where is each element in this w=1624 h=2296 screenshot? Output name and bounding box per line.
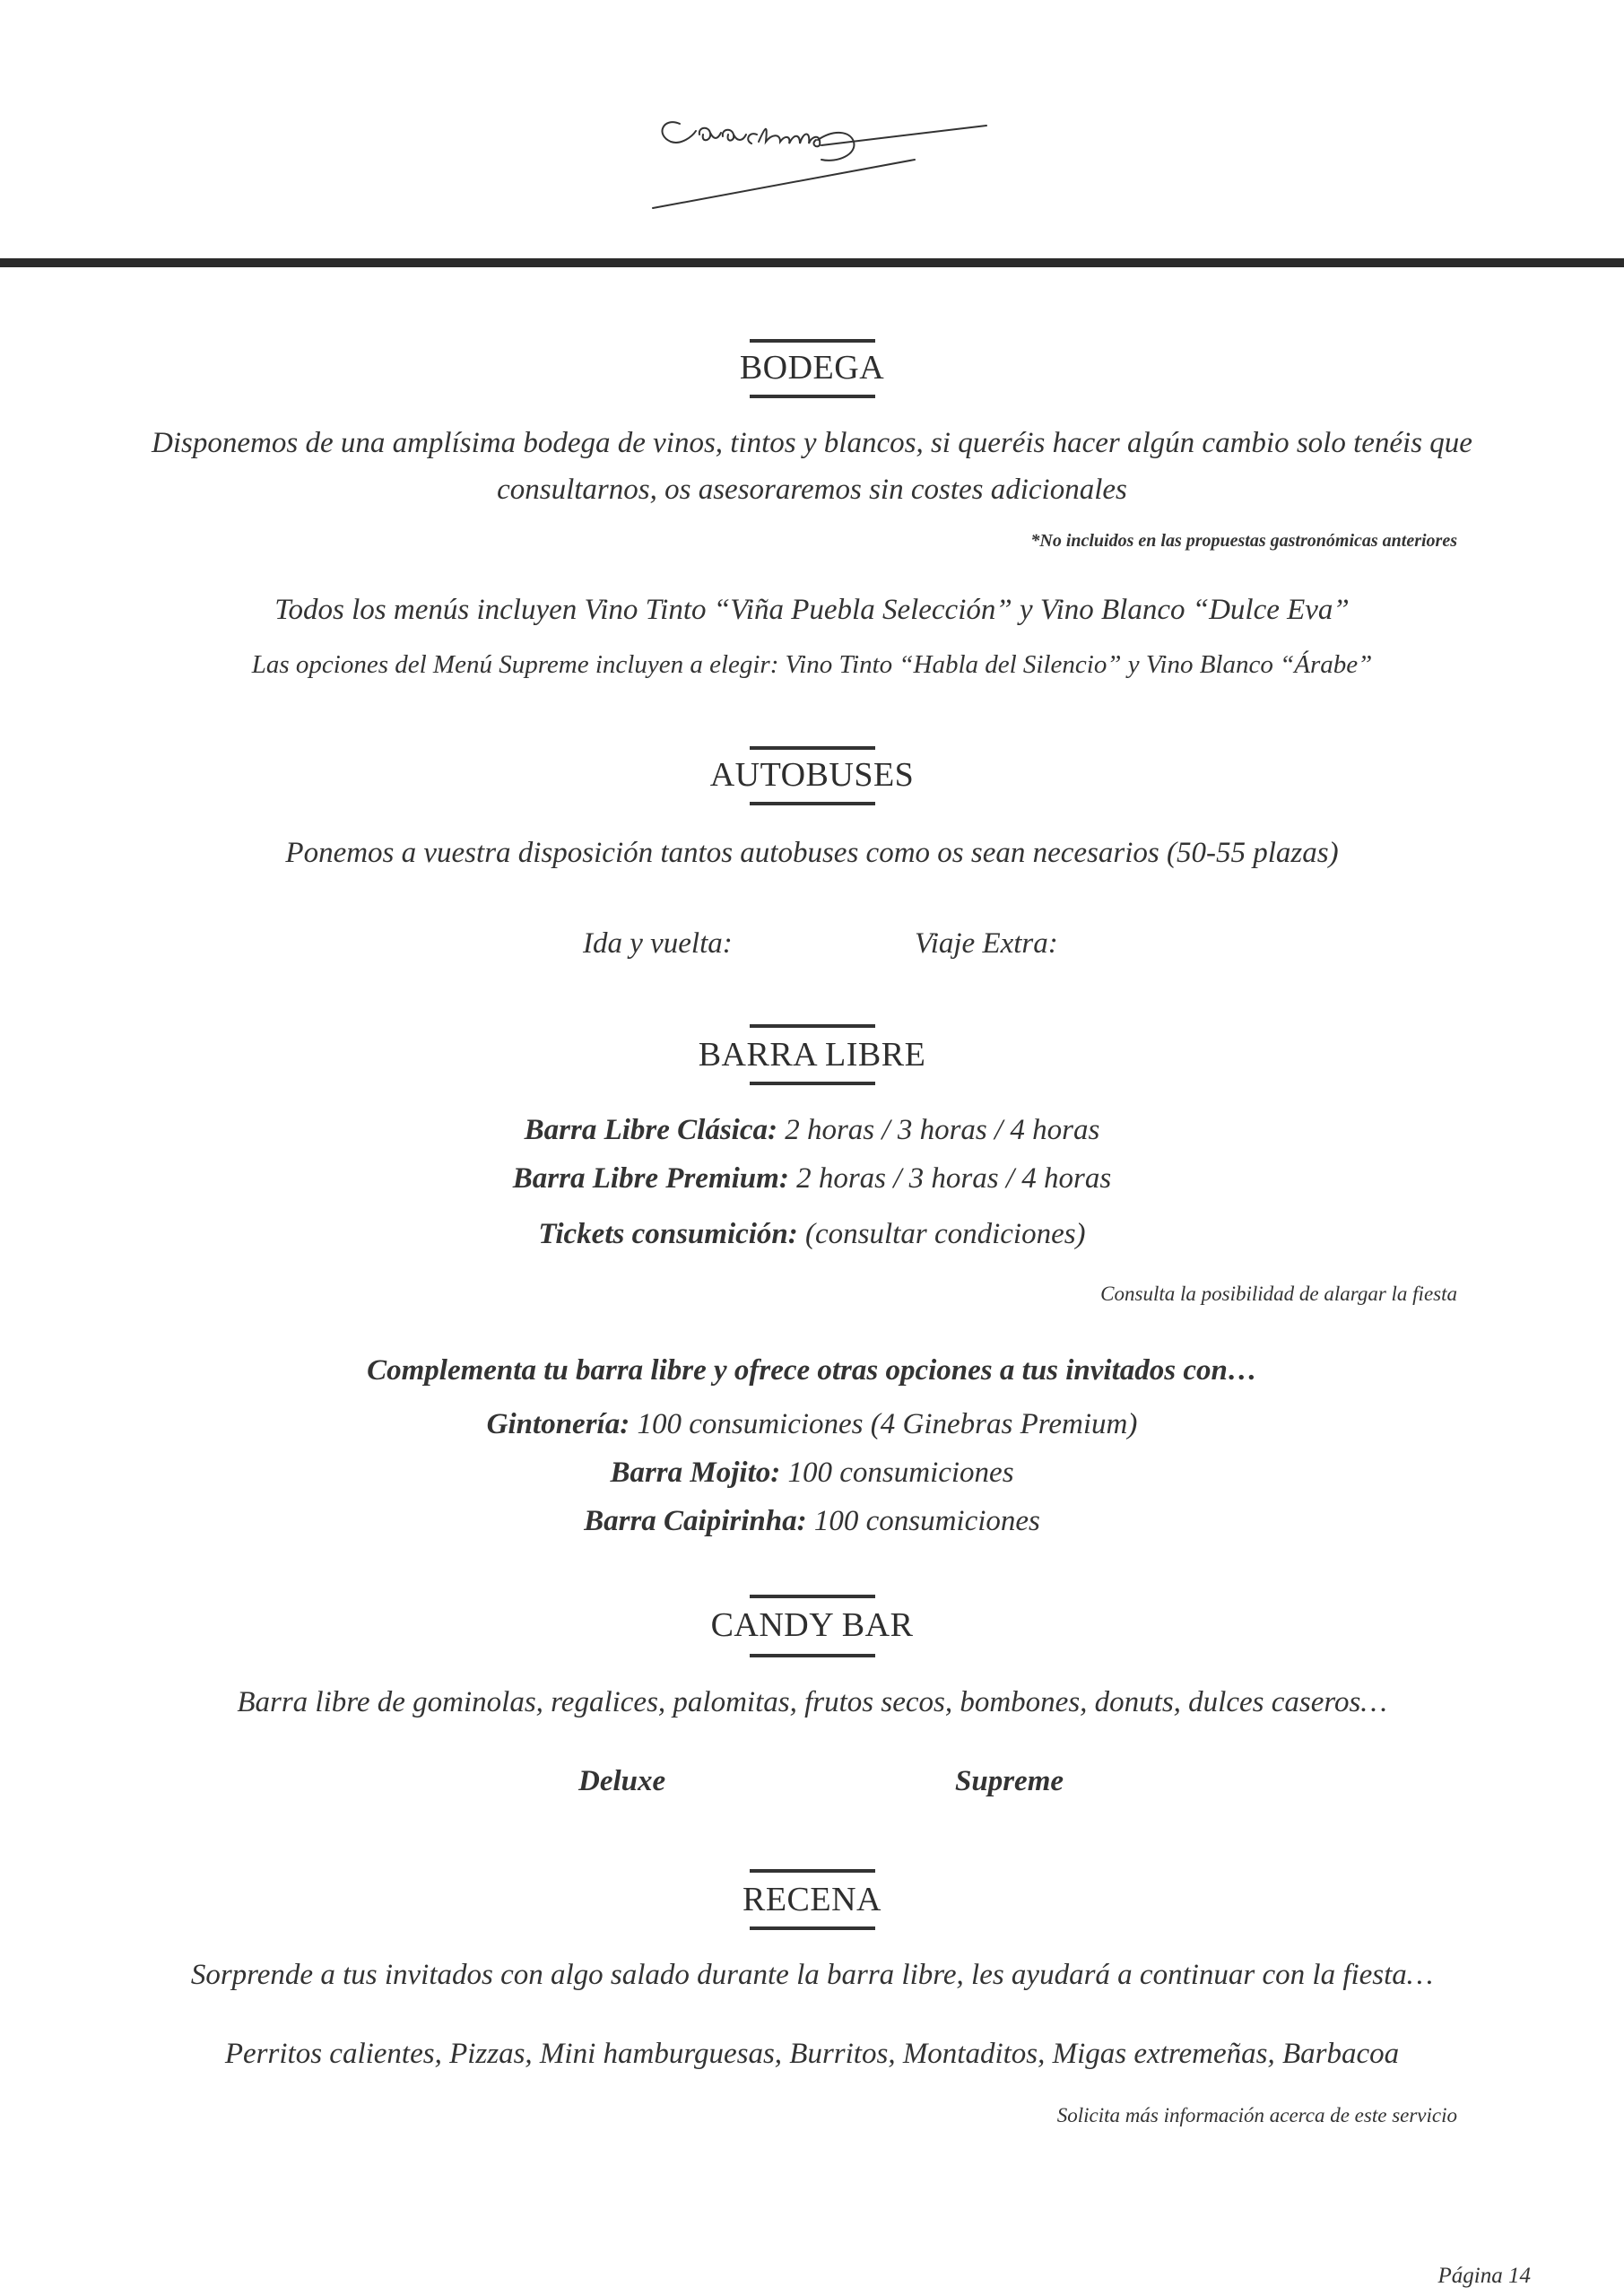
bodega-line-1: Disponemos de una amplísima bodega de vinos, tintos y blancos, si queréis hacer algún cambio solo tenéis que	[152, 427, 1472, 459]
candy-line: Barra libre de gominolas, regalices, palomitas, frutos secos, bombones, donuts, dulces caseros…	[237, 1686, 1387, 1718]
barra-item-value: (consultar condiciones)	[797, 1218, 1086, 1250]
bodega-rule-bottom	[750, 395, 875, 398]
barra-extra-value: 100 consumiciones	[806, 1505, 1040, 1537]
bodega-note: *No incluidos en las propuestas gastronómicas anteriores	[1030, 531, 1457, 551]
recena-line-1: Sorprende a tus invitados con algo salado durante la barra libre, les ayudará a continuar con la fiesta…	[190, 1959, 1434, 1991]
autobuses-extra: Viaje Extra:	[915, 927, 1058, 960]
candy-rule-top	[750, 1595, 875, 1598]
candy-deluxe: Deluxe	[578, 1765, 666, 1797]
autobuses-ida: Ida y vuelta:	[583, 927, 733, 960]
candy-supreme: Supreme	[955, 1765, 1064, 1797]
bodega-title: BODEGA	[739, 349, 885, 387]
barra-rule-bottom	[750, 1082, 875, 1085]
recena-rule-bottom	[750, 1926, 875, 1930]
barra-item-label: Barra Libre Premium:	[512, 1162, 789, 1195]
barra-extra-value: 100 consumiciones (4 Ginebras Premium)	[630, 1408, 1138, 1440]
bodega-menus: Todos los menús incluyen Vino Tinto “Viña Puebla Selección” y Vino Blanco “Dulce Eva”	[274, 594, 1350, 626]
autobuses-title: AUTOBUSES	[709, 756, 915, 794]
barra-item-value: 2 horas / 3 horas / 4 horas	[777, 1114, 1100, 1146]
barra-extra-label: Gintonería:	[486, 1408, 630, 1440]
autobuses-rule-bottom	[750, 802, 875, 805]
recena-title: RECENA	[743, 1881, 881, 1918]
barra-item-tickets	[0, 1218, 1624, 1251]
bodega-rule-top	[750, 339, 875, 343]
candy-rule-bottom	[750, 1654, 875, 1657]
barra-complementa: Complementa tu barra libre y ofrece otras opciones a tus invitados con…	[367, 1354, 1257, 1387]
barra-item-label: Tickets consumición:	[538, 1218, 798, 1250]
page-number: Página 14	[1437, 2264, 1531, 2288]
recena-rule-top	[750, 1869, 875, 1873]
barra-item-premium	[0, 1162, 1624, 1196]
recena-line-2: Perritos calientes, Pizzas, Mini hamburguesas, Burritos, Montaditos, Migas extremeñas, Barbacoa	[224, 2038, 1400, 2070]
barra-extra-mojito	[0, 1457, 1624, 1490]
candy-title: CANDY BAR	[710, 1606, 914, 1644]
barra-item-label: Barra Libre Clásica:	[524, 1114, 777, 1146]
recena-note: Solicita más información acerca de este servicio	[1056, 2104, 1457, 2126]
casa-claudio-logo	[646, 90, 995, 215]
barra-title: BARRA LIBRE	[698, 1036, 926, 1074]
barra-extra-caipirinha	[0, 1505, 1624, 1538]
barra-rule-top	[750, 1024, 875, 1028]
autobuses-rule-top	[750, 746, 875, 750]
barra-extra-gintoneria	[0, 1408, 1624, 1441]
barra-extra-value: 100 consumiciones	[780, 1457, 1014, 1489]
header-divider	[0, 258, 1624, 267]
barra-item-value: 2 horas / 3 horas / 4 horas	[788, 1162, 1112, 1195]
barra-note: Consulta la posibilidad de alargar la fiesta	[1100, 1283, 1457, 1305]
barra-extra-label: Barra Mojito:	[610, 1457, 781, 1489]
barra-item-clasica	[0, 1114, 1624, 1147]
bodega-supreme: Las opciones del Menú Supreme incluyen a elegir: Vino Tinto “Habla del Silencio” y Vino Blanco “Árabe”	[251, 650, 1373, 679]
autobuses-line: Ponemos a vuestra disposición tantos autobuses como os sean necesarios (50-55 plazas)	[285, 837, 1339, 869]
bodega-line-2: consultarnos, os asesoraremos sin costes adicionales	[497, 474, 1127, 506]
barra-extra-label: Barra Caipirinha:	[584, 1505, 807, 1537]
